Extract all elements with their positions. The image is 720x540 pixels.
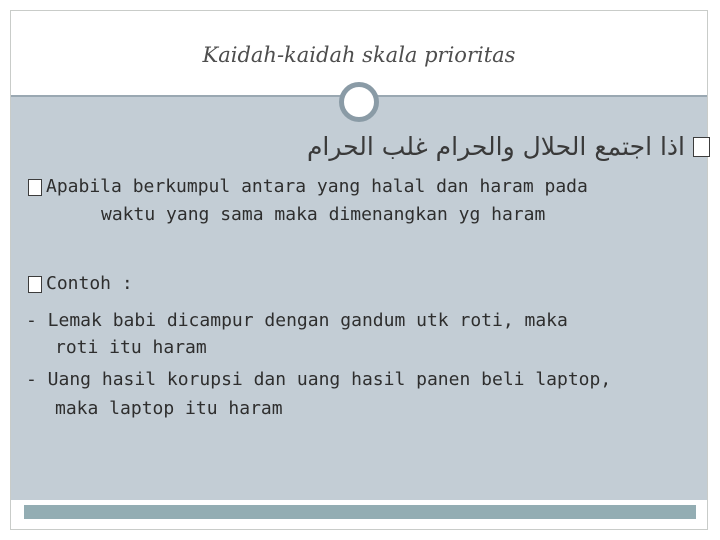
- square-bullet-icon: [693, 137, 710, 157]
- slide-title: Kaidah-kaidah skala prioritas: [202, 43, 516, 67]
- point1-text-line1: Apabila berkumpul antara yang halal dan haram pada: [46, 176, 588, 197]
- example-1-line2: roti itu haram: [55, 337, 207, 358]
- arabic-rule-row: [307, 132, 710, 161]
- arabic-rule-text: اذا اجتمع الحلال والحرام غلب الحرام: [306, 132, 685, 161]
- square-bullet-icon: [28, 276, 42, 293]
- footer-bar: [24, 505, 696, 519]
- square-bullet-icon: [28, 179, 42, 196]
- point1-text-line2: waktu yang sama maka dimenangkan yg haram: [101, 204, 546, 225]
- example-label-row: [28, 270, 133, 298]
- example-1-line1: - Lemak babi dicampur dengan gandum utk roti, maka: [26, 310, 568, 331]
- example-2-line1: - Uang hasil korupsi dan uang hasil panen beli laptop,: [26, 369, 612, 390]
- circle-connector-icon: [339, 82, 379, 122]
- point1-line1: [28, 173, 588, 201]
- example-label: Contoh :: [46, 273, 133, 294]
- example-2-line2: maka laptop itu haram: [55, 398, 283, 419]
